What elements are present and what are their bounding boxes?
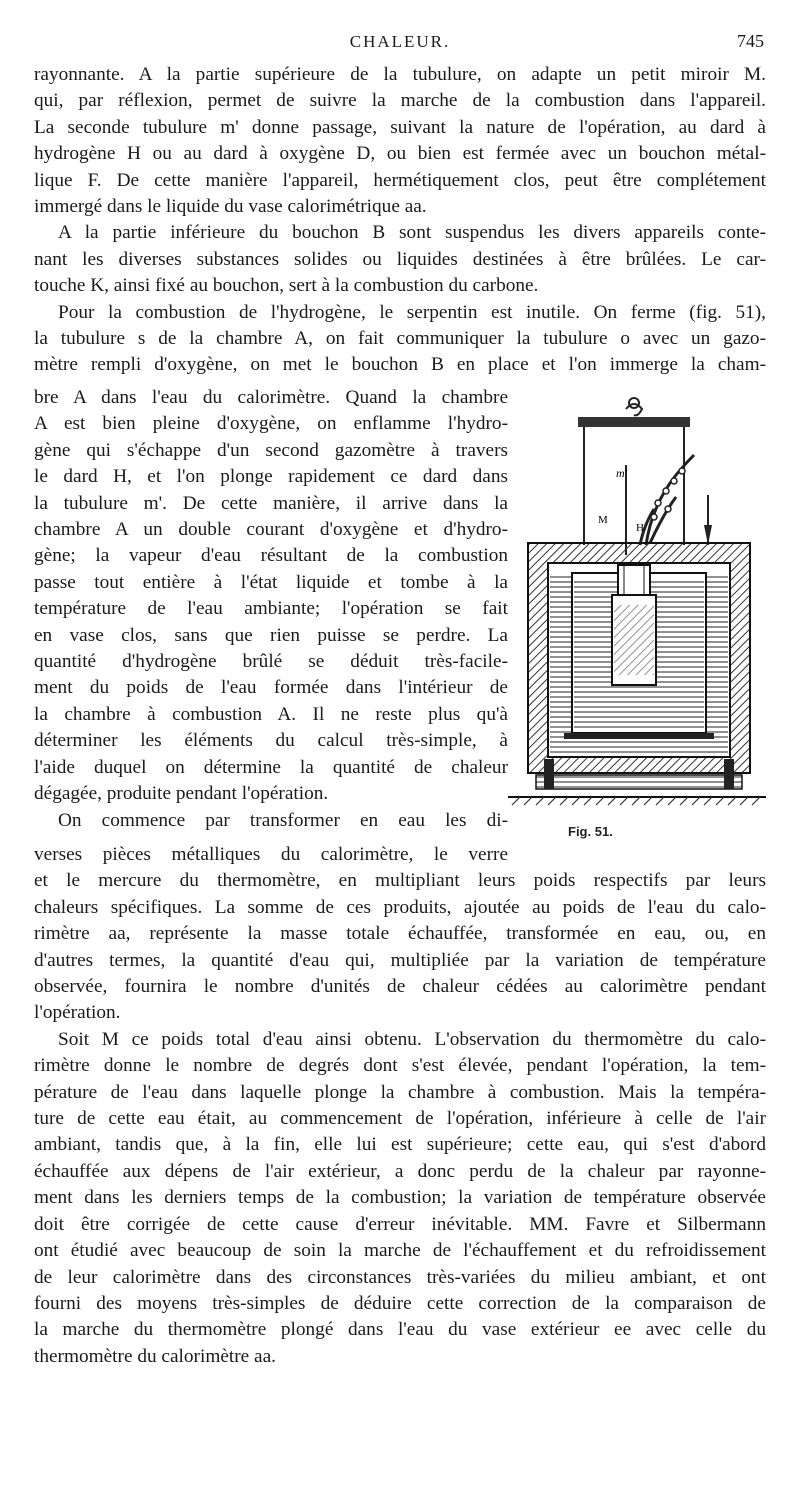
page-number: 745 — [737, 31, 764, 51]
text-line: gène; la vapeur d'eau résultant de la combustion — [34, 545, 508, 567]
text-line: On commence par transformer en eau les di- — [58, 809, 508, 831]
text-line: La seconde tubulure m' donne passage, suivant la nature de l'opération, au dard à — [34, 116, 766, 138]
text-line: rimètre donne le nombre de degrés dont s'est élevée, pendant l'opération, la tem- — [34, 1055, 766, 1077]
label-H: H — [636, 522, 644, 534]
text-line: ture de cette eau était, au commencement de l'opération, inférieure à celle de l'air — [34, 1108, 766, 1130]
text-line: passe tout entière à l'état liquide et tombe à la — [34, 571, 508, 593]
text-line: thermomètre du calorimètre aa. — [34, 1345, 276, 1367]
text-line: ambiant, tandis que, à la fin, elle lui est supérieure; cette eau, qui s'est d'abord — [34, 1134, 766, 1156]
text-line: A la partie inférieure du bouchon B sont suspendus les divers appareils conte- — [58, 222, 766, 244]
text-line: lique F. De cette manière l'appareil, hermétiquement clos, peut être complétement — [34, 169, 766, 191]
text-line: rimètre aa, représente la masse totale échauffée, transformée en eau, ou, en — [34, 923, 766, 945]
text-line: rayonnante. A la partie supérieure de la tubulure, on adapte un petit miroir M. — [34, 64, 766, 85]
text-line: échauffée aux dépens de l'air extérieur, a donc perdu de la chaleur par rayonne- — [34, 1160, 766, 1182]
text-line: ment dans les derniers temps de la combustion; la variation de température observée — [34, 1187, 766, 1209]
text-block-bottom — [34, 842, 766, 1370]
text-line: la tubulure m'. De cette manière, il arrive dans la — [34, 492, 508, 514]
text-line: observée, fournira le nombre d'unités de chaleur cédées au calorimètre pendant — [34, 976, 766, 998]
text-line: pérature de l'eau dans laquelle plonge la chambre à combustion. Mais la tempéra- — [34, 1081, 766, 1103]
text-line: A est bien pleine d'oxygène, on enflamme l'hydro- — [34, 413, 508, 435]
paragraph-4-continued — [34, 842, 766, 1027]
paragraph-1 — [34, 62, 766, 220]
text-line: l'aide duquel on détermine la quantité de chaleur — [34, 756, 508, 778]
text-line: la tubulure s de la chambre A, on fait communiquer la tubulure o avec un gazo- — [34, 328, 766, 350]
text-line: Soit M ce poids total d'eau ainsi obtenu. L'observation du thermomètre du calo- — [58, 1028, 766, 1050]
text-line: hydrogène H ou au dard à oxygène D, ou bien est fermée avec un bouchon métal- — [34, 143, 766, 165]
running-title: CHALEUR. — [349, 32, 451, 51]
paragraph-2 — [34, 220, 766, 299]
text-line: nant les diverses substances solides ou liquides destinées à être brûlées. Le car- — [34, 248, 766, 270]
text-line: chaleurs spécifiques. La somme de ces produits, ajoutée au poids de l'eau du calo- — [34, 896, 766, 918]
text-line: chambre A un double courant d'oxygène et d'hydro- — [34, 519, 508, 541]
text-line: ment du poids de l'eau formée dans l'intérieur de — [34, 677, 508, 699]
paragraph-3-start — [34, 300, 766, 379]
text-line: dégagée, produite pendant l'opération. — [34, 783, 329, 805]
paragraph-5 — [34, 1027, 766, 1370]
text-beside-figure — [34, 385, 508, 834]
text-line: de leur calorimètre dans des circonstances très-variées du milieu ambiant, et ont — [34, 1266, 766, 1288]
text-line: qui, par réflexion, permet de suivre la marche de la combustion dans l'appareil. — [34, 90, 766, 112]
text-line: gène qui s'échappe d'un second gazomètre à travers — [34, 439, 508, 461]
figure-wrap-region — [34, 385, 766, 841]
calorimeter-figure — [508, 395, 766, 815]
text-line: Pour la combustion de l'hydrogène, le serpentin est inutile. On ferme (fig. 51), — [58, 301, 766, 323]
text-line: la marche du thermomètre plongé dans l'eau du vase extérieur ee avec celle du — [34, 1319, 766, 1341]
text-line: verses pièces métalliques du calorimètre, le verre — [34, 844, 508, 865]
text-line: touche K, ainsi fixé au bouchon, sert à la combustion du carbone. — [34, 275, 539, 297]
text-line: immergé dans le liquide du vase calorimétrique aa. — [34, 196, 427, 218]
text-line: d'autres termes, la quantité d'eau qui, multipliée par la variation de température — [34, 949, 766, 971]
text-line: fourni des moyens très-simples de déduire cette correction de la comparaison de — [34, 1292, 766, 1314]
text-line: le dard H, et l'on plonge rapidement ce dard dans — [34, 466, 508, 488]
text-line: et le mercure du thermomètre, en multipliant leurs poids respectifs par leurs — [34, 870, 766, 892]
text-line: quantité d'hydrogène brûlé se déduit très-facile- — [34, 651, 508, 673]
calorimeter-illustration — [508, 395, 766, 815]
text-line: doit être corrigée de cette cause d'erreur inévitable. MM. Favre et Silbermann — [34, 1213, 766, 1235]
label-M: M — [598, 514, 608, 526]
text-line: la chambre à combustion A. Il ne reste plus qu'à — [34, 703, 508, 725]
text-block-top — [34, 62, 766, 379]
text-line: température de l'eau ambiante; l'opération se fait — [34, 598, 508, 620]
text-line: ont étudié avec beaucoup de soin la marche de l'échauffement et du refroidissement — [34, 1240, 766, 1262]
figure-caption: Fig. 51. — [568, 824, 613, 839]
text-line: l'opération. — [34, 1002, 121, 1024]
text-line: mètre rempli d'oxygène, on met le bouchon B en place et l'on immerge la cham- — [34, 354, 766, 376]
text-line: déterminer les éléments du calcul très-simple, à — [34, 730, 508, 752]
page-header — [34, 30, 766, 56]
label-m-prime: m' — [616, 466, 628, 480]
text-line: bre A dans l'eau du calorimètre. Quand la chambre — [34, 387, 508, 408]
text-line: en vase clos, sans que rien puisse se perdre. La — [34, 624, 508, 646]
